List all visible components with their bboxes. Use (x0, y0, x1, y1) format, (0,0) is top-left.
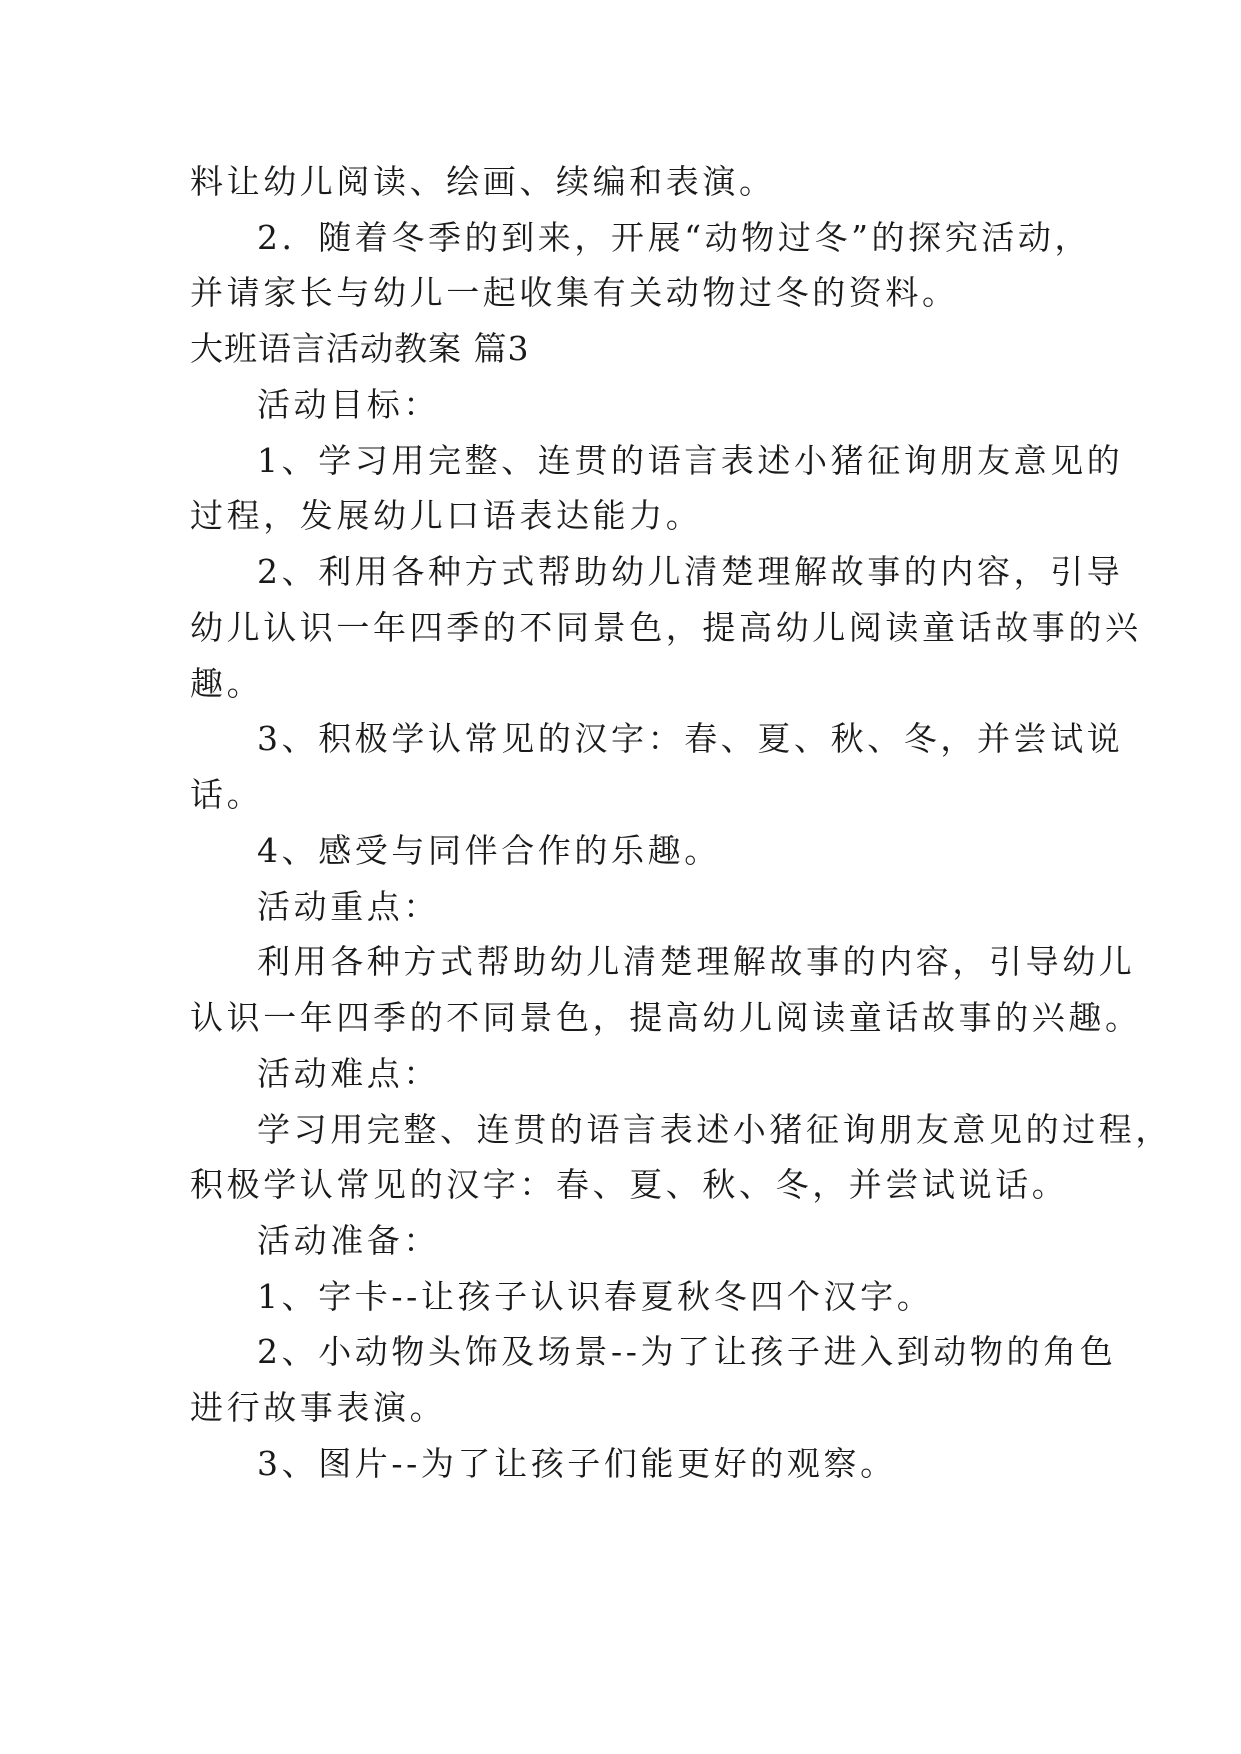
subheading: 活动目标： (257, 385, 440, 424)
text-line: 学习用完整、连贯的语言表述小猪征询朋友意见的过程， (257, 1110, 1172, 1149)
subheading: 活动重点： (257, 887, 440, 926)
text-line: 话。 (190, 775, 264, 814)
text-line: 2、小动物头饰及场景--为了让孩子进入到动物的角色 (257, 1332, 1117, 1371)
text-line: 进行故事表演。 (190, 1388, 447, 1427)
text-line: 3、图片--为了让孩子们能更好的观察。 (257, 1444, 897, 1483)
text-line: 幼儿认识一年四季的不同景色，提高幼儿阅读童话故事的兴 (190, 608, 1142, 647)
section-heading: 大班语言活动教案 篇3 (190, 329, 530, 368)
text-line: 1、字卡--让孩子认识春夏秋冬四个汉字。 (257, 1277, 934, 1316)
text-line: 3、积极学认常见的汉字：春、夏、秋、冬，并尝试说 (257, 719, 1124, 758)
text-line: 料让幼儿阅读、绘画、续编和表演。 (190, 162, 776, 201)
text-line: 趣。 (190, 664, 264, 703)
text-line: 并请家长与幼儿一起收集有关动物过冬的资料。 (190, 273, 959, 312)
text-line: 认识一年四季的不同景色，提高幼儿阅读童话故事的兴趣。 (190, 998, 1142, 1037)
text-line: 2．随着冬季的到来，开展“动物过冬”的探究活动， (257, 218, 1092, 257)
text-line: 1、学习用完整、连贯的语言表述小猪征询朋友意见的 (257, 441, 1124, 480)
subheading: 活动难点： (257, 1054, 440, 1093)
text-line: 2、利用各种方式帮助幼儿清楚理解故事的内容，引导 (257, 552, 1124, 591)
subheading: 活动准备： (257, 1221, 440, 1260)
text-line: 过程，发展幼儿口语表达能力。 (190, 496, 703, 535)
text-line: 4、感受与同伴合作的乐趣。 (257, 831, 721, 870)
text-line: 利用各种方式帮助幼儿清楚理解故事的内容，引导幼儿 (257, 942, 1136, 981)
text-line: 积极学认常见的汉字：春、夏、秋、冬，并尝试说话。 (190, 1165, 1069, 1204)
